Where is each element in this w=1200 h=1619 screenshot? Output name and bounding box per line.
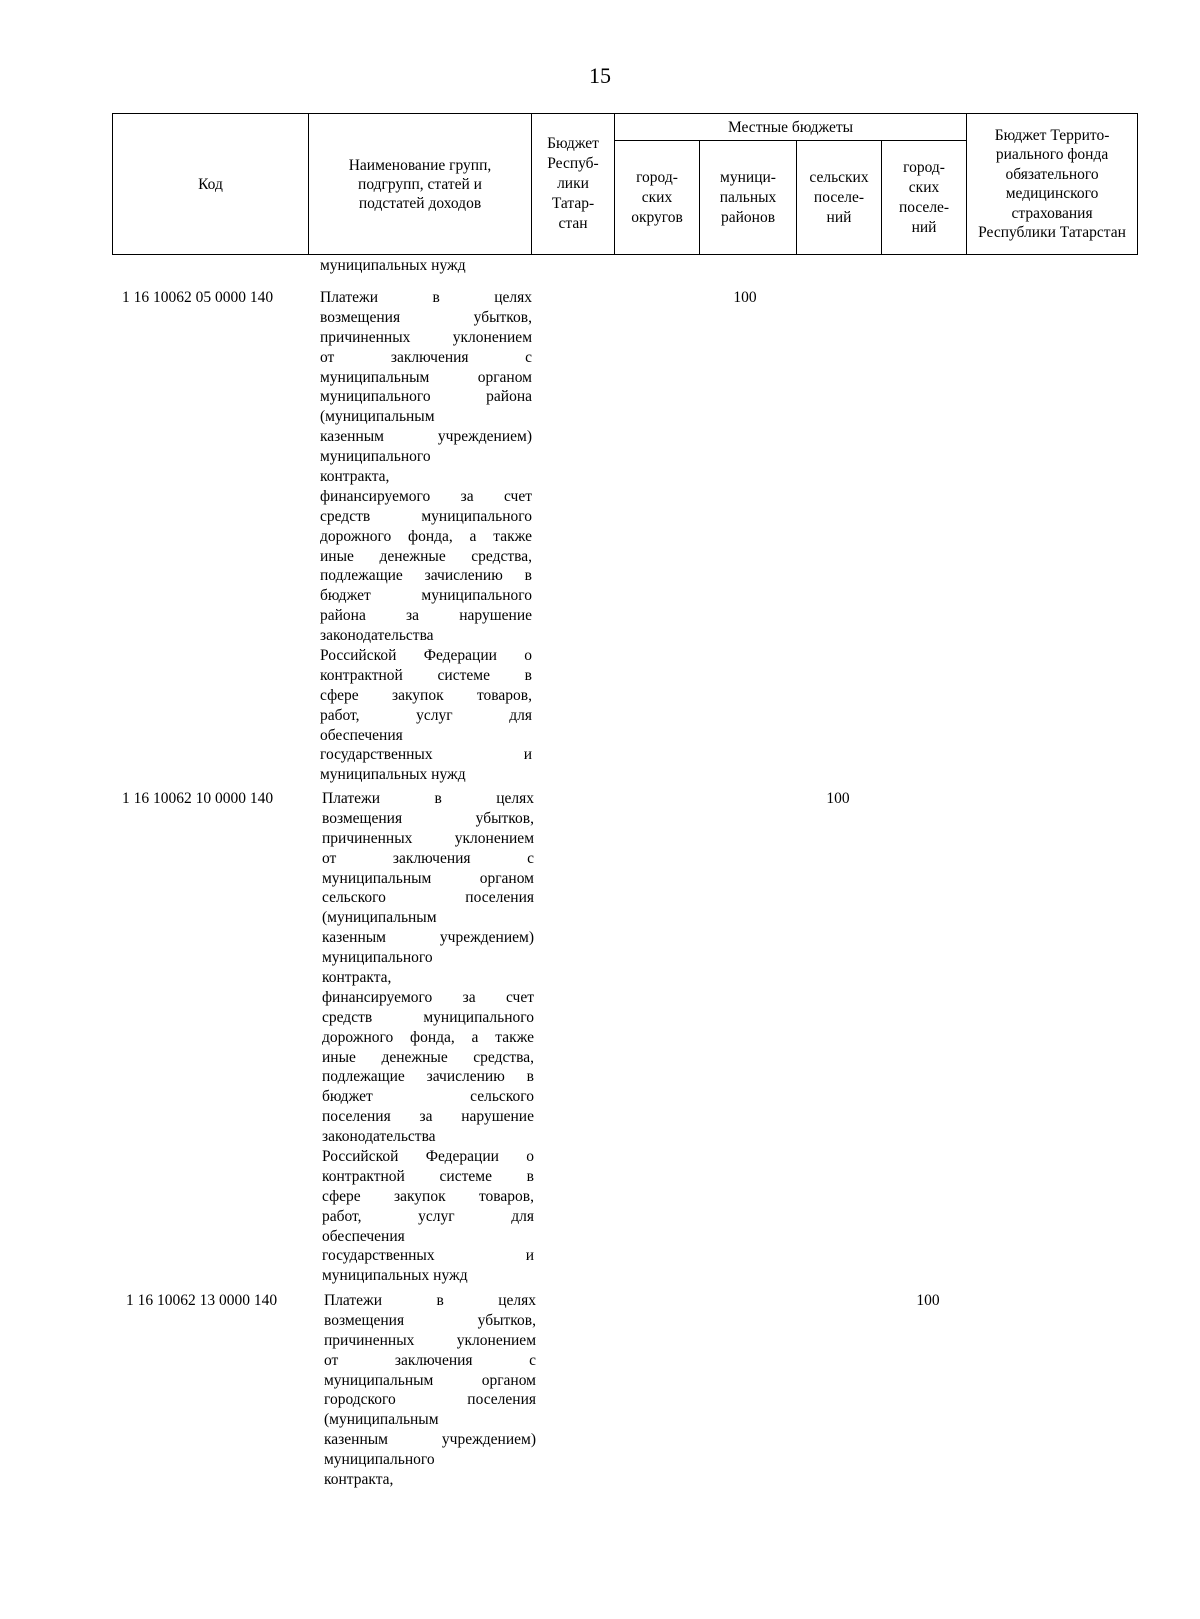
- page-number: 15: [589, 63, 611, 88]
- row-name-line: от заключения с: [324, 1351, 536, 1369]
- row-name-line: бюджет муниципального: [320, 587, 532, 605]
- row-name-line: средств муниципального: [320, 507, 532, 525]
- row-name-line: муниципального: [320, 448, 431, 466]
- row-name-line: муниципальным органом: [322, 869, 534, 887]
- row-name-line: поселения за нарушение: [322, 1108, 534, 1126]
- row-code: 1 16 10062 05 0000 140: [122, 289, 274, 306]
- header-name: Наименование групп, подгрупп, статей и подстатей доходов: [309, 114, 532, 255]
- row-name-line: сфере закупок товаров,: [322, 1187, 534, 1205]
- row-name-line: городского поселения: [324, 1391, 536, 1409]
- row-name-line: иные денежные средства,: [320, 547, 532, 565]
- row-name-line: контракта,: [320, 468, 390, 486]
- row-name-line: от заключения с: [320, 348, 532, 366]
- row-name-line: муниципального района: [320, 388, 532, 406]
- row-name-line: казенным учреждением): [320, 428, 532, 446]
- row-name-line: муниципального: [322, 949, 433, 967]
- row-name-line: работ, услуг для: [320, 706, 532, 724]
- row-name-line: казенным учреждением): [324, 1431, 536, 1449]
- row-name-line: муниципальных нужд: [322, 1267, 468, 1285]
- row-name-line: причиненных уклонением: [320, 328, 532, 346]
- row-name-line: контракта,: [324, 1471, 394, 1489]
- header-rural-settlements: сельских поселе-ний: [797, 141, 882, 255]
- row-name-line: дорожного фонда, а также: [322, 1028, 534, 1046]
- row-value-rural-settlements: 100: [826, 790, 850, 807]
- row-name-line: обеспечения: [320, 726, 403, 744]
- row-value-urban-settlements: 100: [916, 1292, 940, 1309]
- header-municipal-districts: муници-пальных районов: [700, 141, 797, 255]
- row-name-line: (муниципальным: [322, 909, 437, 927]
- row-name-line: возмещения убытков,: [320, 308, 532, 326]
- row-name-line: Платежи в целях: [324, 1292, 536, 1309]
- row-name-line: Российской Федерации о: [320, 647, 532, 665]
- row-name-line: дорожного фонда, а также: [320, 527, 532, 545]
- row-name-line: контракта,: [322, 969, 392, 987]
- continuation-text: муниципальных нужд: [320, 257, 466, 274]
- header-code: Код: [113, 114, 309, 255]
- row-name-line: государственных и: [322, 1247, 534, 1265]
- row-name-line: подлежащие зачислению в: [320, 567, 532, 585]
- table-header: [112, 113, 1138, 255]
- row-name-line: контрактной системе в: [322, 1167, 534, 1185]
- row-name-line: финансируемого за счет: [320, 487, 532, 505]
- header-local-budgets: Местные бюджеты: [615, 114, 967, 141]
- header-city-districts: город-ских округов: [615, 141, 700, 255]
- row-name-line: муниципального: [324, 1451, 435, 1469]
- header-urban-settlements: город-ских поселе-ний: [882, 141, 967, 255]
- header-tfoms: Бюджет Террито-риального фонда обязательного медицинского страхования Республики Татарстан: [967, 114, 1138, 255]
- row-name-line: причиненных уклонением: [322, 829, 534, 847]
- row-name-line: причиненных уклонением: [324, 1331, 536, 1349]
- row-name-line: муниципальным органом: [320, 368, 532, 386]
- row-name-line: законодательства: [322, 1128, 436, 1146]
- row-name: [324, 1291, 536, 1490]
- row-name-line: района за нарушение: [320, 607, 532, 625]
- row-value-municipal-districts: 100: [733, 289, 757, 306]
- row-name: [320, 288, 532, 785]
- row-name-line: сфере закупок товаров,: [320, 686, 532, 704]
- row-name-line: финансируемого за счет: [322, 988, 534, 1006]
- row-name: [322, 789, 534, 1286]
- row-name-line: законодательства: [320, 627, 434, 645]
- row-name-line: Российской Федерации о: [322, 1148, 534, 1166]
- row-name-line: иные денежные средства,: [322, 1048, 534, 1066]
- header-budget-rt: Бюджет Респуб-лики Татар-стан: [532, 114, 615, 255]
- row-name-line: обеспечения: [322, 1227, 405, 1245]
- row-name-line: муниципальных нужд: [320, 766, 466, 784]
- row-name-line: (муниципальным: [324, 1411, 439, 1429]
- row-name-line: Платежи в целях: [322, 790, 534, 807]
- row-code: 1 16 10062 13 0000 140: [126, 1292, 278, 1309]
- row-name-line: (муниципальным: [320, 408, 435, 426]
- row-name-line: государственных и: [320, 746, 532, 764]
- row-name-line: бюджет сельского: [322, 1088, 534, 1106]
- row-name-line: муниципальным органом: [324, 1371, 536, 1389]
- row-name-line: возмещения убытков,: [322, 809, 534, 827]
- row-name-line: возмещения убытков,: [324, 1311, 536, 1329]
- row-name-line: сельского поселения: [322, 889, 534, 907]
- row-code: 1 16 10062 10 0000 140: [122, 790, 274, 807]
- row-name-line: подлежащие зачислению в: [322, 1068, 534, 1086]
- row-name-line: контрактной системе в: [320, 666, 532, 684]
- row-name-line: от заключения с: [322, 849, 534, 867]
- row-name-line: Платежи в целях: [320, 289, 532, 306]
- row-name-line: средств муниципального: [322, 1008, 534, 1026]
- row-name-line: работ, услуг для: [322, 1207, 534, 1225]
- row-name-line: казенным учреждением): [322, 929, 534, 947]
